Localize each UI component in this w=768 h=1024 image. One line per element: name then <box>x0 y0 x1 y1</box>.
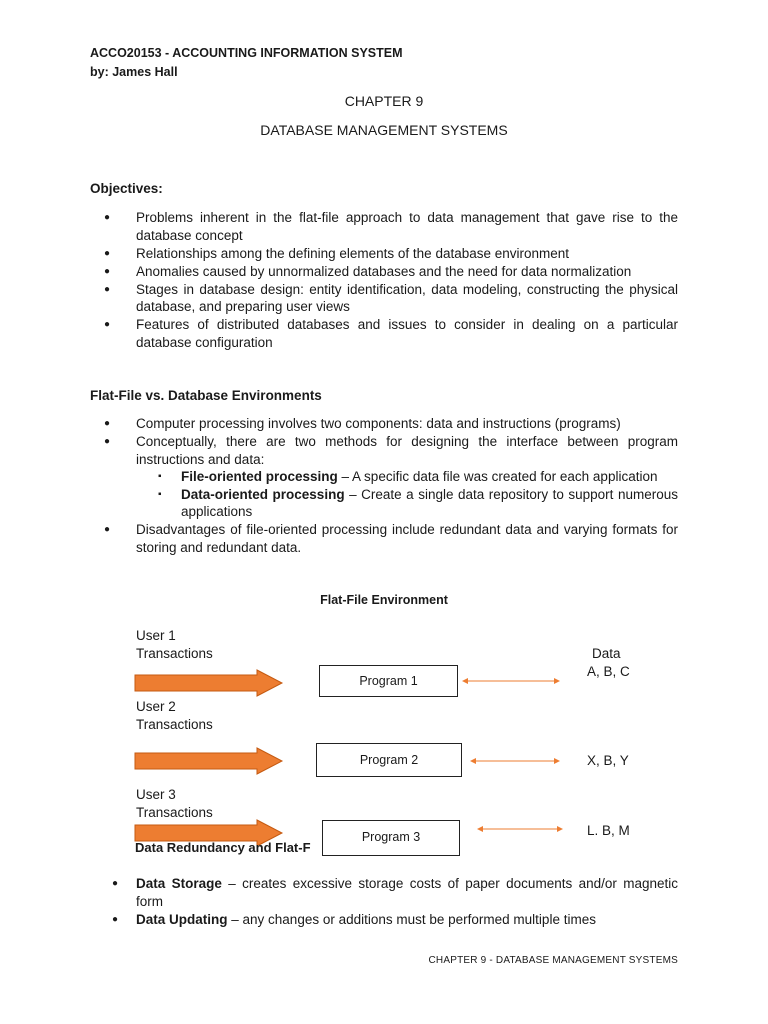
sublist-item <box>136 468 678 486</box>
user-name: User 3 <box>136 787 176 802</box>
redundancy-heading: Data Redundancy and Flat-F <box>135 840 311 855</box>
list-item: ● Problems inherent in the flat-file approach to data management that gave rise to the database concept <box>104 209 678 244</box>
list-item-text: Conceptually, there are two methods for designing the interface between program instructions and data: <box>136 434 678 467</box>
program-1-box: Program 1 <box>319 665 458 697</box>
program-3-box: Program 3 <box>322 820 460 856</box>
data-set-3: L. B, M <box>587 823 630 838</box>
flatfile-list <box>104 415 678 557</box>
program-2-data-connector <box>470 756 560 766</box>
user-1-label <box>136 627 213 662</box>
list-item: ● Features of distributed databases and issues to consider in dealing on a particular database configuration <box>104 316 678 351</box>
transaction-arrow-1 <box>135 670 283 696</box>
user-transactions: Transactions <box>136 645 213 661</box>
data-set-2: X, B, Y <box>587 753 629 768</box>
sublist <box>136 468 678 521</box>
term-definition: – A specific data file was created for each application <box>337 469 658 484</box>
term-data-updating: Data Updating <box>136 911 228 927</box>
user-name: User 2 <box>136 699 176 714</box>
user-transactions: Transactions <box>136 804 213 820</box>
user-2-label <box>136 698 213 733</box>
term-definition: – Create a single data repository to support numerous applications <box>181 486 678 519</box>
list-item: ● Anomalies caused by unnormalized databases and the need for data normalization <box>104 263 678 281</box>
redundancy-list <box>112 875 678 929</box>
program-2-box: Program 2 <box>316 743 462 777</box>
list-item <box>104 433 678 521</box>
data-header: Data <box>592 646 621 661</box>
term-file-oriented: File-oriented processing <box>181 469 338 484</box>
user-transactions: Transactions <box>136 716 213 732</box>
list-item: ● Computer processing involves two components: data and instructions (programs) <box>104 415 678 433</box>
course-title: ACCO20153 - ACCOUNTING INFORMATION SYSTEM <box>90 46 403 60</box>
author-line: by: James Hall <box>90 65 178 79</box>
list-item: ● Relationships among the defining elements of the database environment <box>104 245 678 263</box>
flatfile-heading: Flat-File vs. Database Environments <box>90 388 322 403</box>
data-set-1: A, B, C <box>587 664 630 679</box>
transaction-arrow-2 <box>135 748 283 774</box>
term-data-oriented: Data-oriented processing <box>181 486 345 502</box>
user-3-label <box>136 786 213 821</box>
list-item <box>112 911 678 929</box>
user-name: User 1 <box>136 628 176 643</box>
objectives-heading: Objectives: <box>90 181 163 196</box>
page-title: DATABASE MANAGEMENT SYSTEMS <box>260 122 508 138</box>
term-definition: – creates excessive storage costs of paper documents and/or magnetic form <box>136 876 678 909</box>
objectives-list <box>104 209 678 352</box>
list-item: ● Disadvantages of file-oriented processing include redundant data and varying formats for storing and redundant data. <box>104 521 678 556</box>
diagram-title: Flat-File Environment <box>320 593 448 607</box>
program-1-data-connector <box>462 676 560 686</box>
term-definition: – any changes or additions must be performed multiple times <box>227 911 596 927</box>
page-footer: CHAPTER 9 - DATABASE MANAGEMENT SYSTEMS <box>428 955 678 966</box>
list-item: ● Stages in database design: entity identification, data modeling, constructing the physical database, and preparing user views <box>104 281 678 316</box>
list-item <box>112 875 678 910</box>
program-3-data-connector <box>477 824 563 834</box>
chapter-label: CHAPTER 9 <box>344 93 424 109</box>
sublist-item <box>136 486 678 521</box>
term-data-storage: Data Storage <box>136 876 222 891</box>
